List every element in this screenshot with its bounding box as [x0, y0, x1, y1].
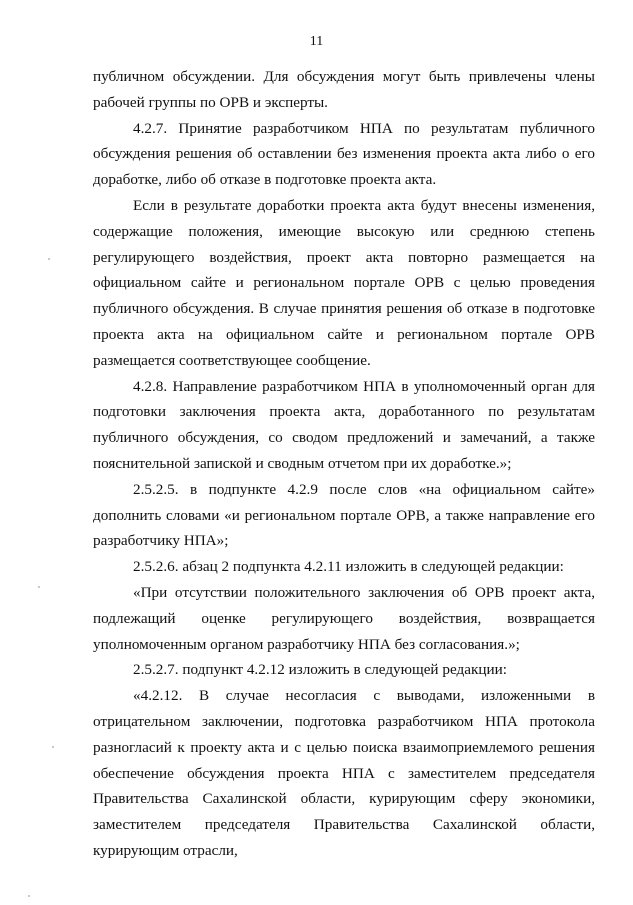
paragraph-2-5-2-5: 2.5.2.5. в подпункте 4.2.9 после слов «на официальном сайте» дополнить словами «и региональном портале ОРВ, а также направление его разработчику НПА»; — [93, 480, 595, 550]
page-number: 11 — [309, 34, 324, 49]
paragraph-2-5-2-6: 2.5.2.6. абзац 2 подпункта 4.2.11 изложить в следующей редакции: — [133, 558, 564, 576]
scan-speck — [28, 895, 30, 897]
paragraph-2-5-2-7: 2.5.2.7. подпункт 4.2.12 изложить в следующей редакции: — [133, 661, 507, 679]
paragraph-4-2-8: 4.2.8. Направление разработчиком НПА в уполномоченный орган для подготовки заключения проекта акта, доработанного по результатам публичного обсуждения, со сводом предложений и замечаний, а также пояснительной запиской и сводным отчетом при их доработке.»; — [93, 377, 595, 472]
paragraph-continuation: публичном обсуждении. Для обсуждения могут быть привлечены члены рабочей группы по ОРВ и эксперты. — [93, 68, 595, 111]
scan-speck — [48, 258, 50, 260]
document-body — [93, 64, 595, 864]
paragraph-revision-changes: Если в результате доработки проекта акта будут внесены изменения, содержащие положения, имеющие высокую или среднюю степень регулирующего воздействия, проект акта повторно размещается на официальном сайте и региональном портале ОРВ с целью проведения публичного обсуждения. В случае принятия решения об отказе в подготовке проекта акта на официальном сайте и региональном портале ОРВ размещается соответствующее сообщение. — [93, 196, 595, 369]
paragraph-quoted-4-2-12: «4.2.12. В случае несогласия с выводами, изложенными в отрицательном заключении, подготовка разработчиком НПА протокола разногласий к проекту акта и с целью поиска взаимоприемлемого решения обеспечение обсуждения проекта НПА с заместителем председателя Правительства Сахалинской области, курирующим сферу экономики, заместителем председателя Правительства Сахалинской области, курирующим отрасли, — [93, 687, 595, 859]
scan-speck — [52, 746, 54, 748]
paragraph-quoted-4-2-11: «При отсутствии положительного заключения об ОРВ проект акта, подлежащий оценке регулирующего воздействия, возвращается уполномоченным органом разработчику НПА без согласования.»; — [93, 583, 595, 653]
paragraph-4-2-7: 4.2.7. Принятие разработчиком НПА по результатам публичного обсуждения решения об оставлении без изменения проекта акта либо о его доработке, либо об отказе в подготовке проекта акта. — [93, 119, 595, 189]
scan-speck — [38, 586, 40, 588]
